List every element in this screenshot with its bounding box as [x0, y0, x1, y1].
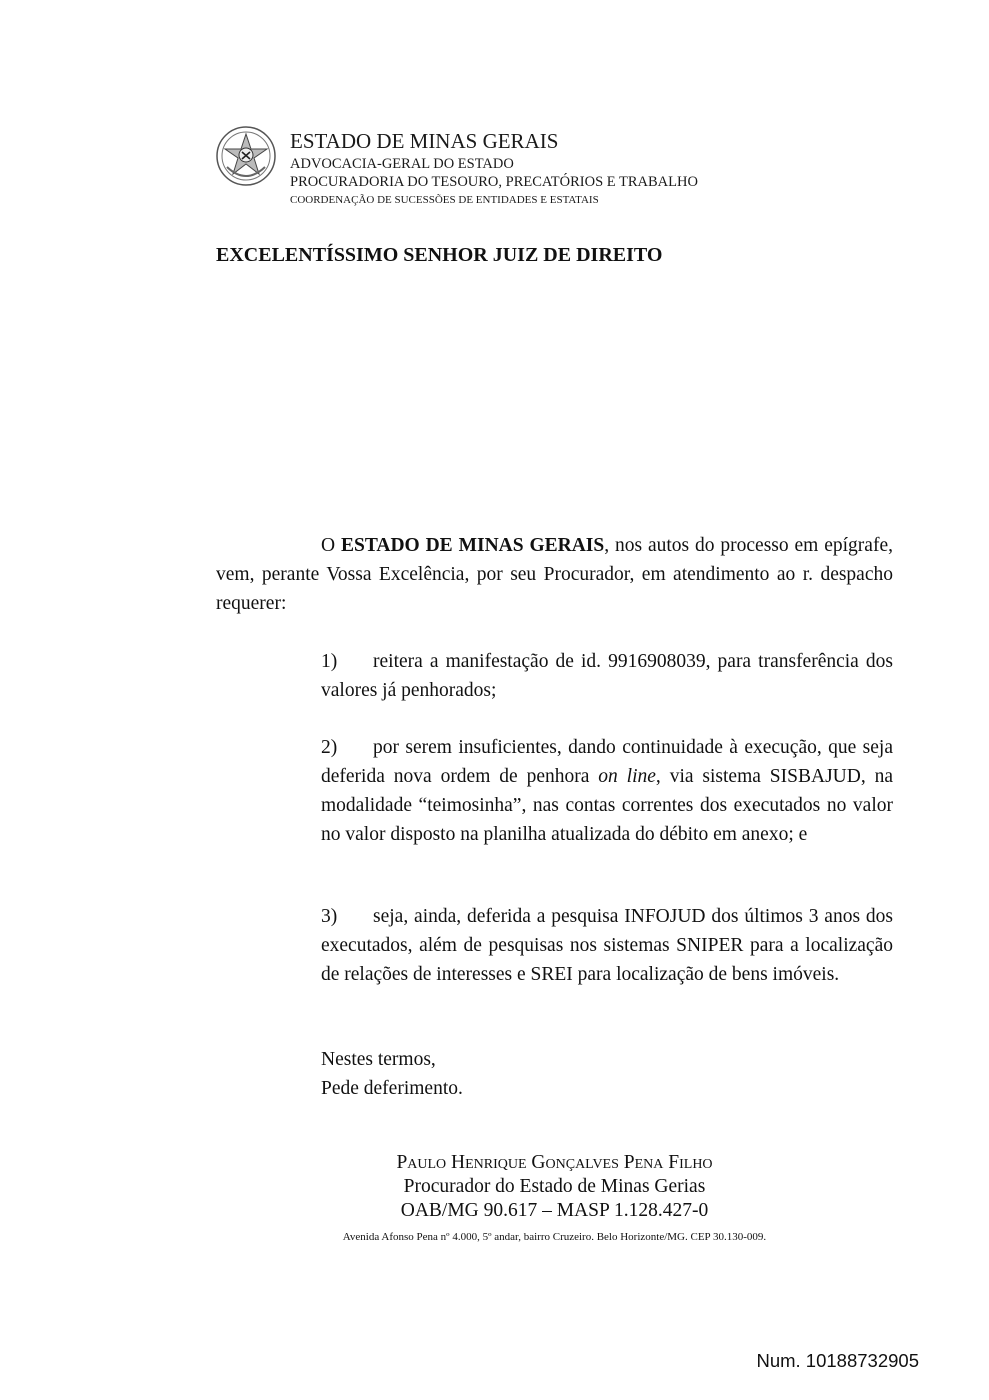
request-item-3 — [321, 902, 893, 989]
signature-name: Paulo Henrique Gonçalves Pena Filho — [396, 1152, 713, 1173]
header-division: COORDENAÇÃO DE SUCESSÕES DE ENTIDADES E ESTATAIS — [290, 194, 599, 206]
request-item-1 — [321, 647, 893, 705]
state-coat-of-arms-icon — [215, 125, 277, 187]
request-item-2 — [321, 733, 893, 849]
header-agency: ADVOCACIA-GERAL DO ESTADO — [290, 156, 514, 172]
closing-line-1: Nestes termos, — [321, 1049, 436, 1070]
intro-prefix: O — [321, 535, 341, 556]
request-number: 2) — [321, 737, 338, 758]
header-office: PROCURADORIA DO TESOURO, PRECATÓRIOS E TRABALHO — [290, 174, 698, 190]
closing — [321, 1045, 463, 1103]
header-state: ESTADO DE MINAS GERAIS — [290, 129, 559, 153]
request-text: reitera a manifestação de id. 9916908039, para transferência dos valores já penhorados; — [321, 651, 893, 701]
intro-paragraph — [216, 531, 893, 618]
signature-title: Procurador do Estado de Minas Gerias — [403, 1176, 706, 1197]
addressee: EXCELENTÍSSIMO SENHOR JUIZ DE DIREITO — [216, 244, 663, 266]
request-text: seja, ainda, deferida a pesquisa INFOJUD dos últimos 3 anos dos executados, além de pesquisas nos sistemas SNIPER para a localização de relações de interesses e SREI para localização de bens imóveis. — [321, 906, 893, 985]
document-number: Num. 10188732905 — [756, 1350, 919, 1371]
footer-address: Avenida Afonso Pena nº 4.000, 5º andar, bairro Cruzeiro. Belo Horizonte/MG. CEP 30.130-009. — [342, 1231, 767, 1243]
request-text-italic: on line — [598, 766, 656, 787]
request-number: 1) — [321, 651, 338, 672]
request-number: 3) — [321, 906, 338, 927]
request-text: por serem insuficientes, dando continuidade à execução, que seja deferida nova ordem de penhora — [321, 737, 893, 787]
intro-text: , nos autos do processo em epígrafe, vem, perante Vossa Excelência, por seu Procurador, em atendimento ao r. despacho requerer: — [216, 535, 893, 614]
request-text-continued: , via sistema SISBAJUD, na modalidade “teimosinha”, nas contas correntes dos executados no valor no valor disposto na planilha atualizada do débito em anexo; e — [321, 766, 893, 845]
closing-line-2: Pede deferimento. — [321, 1078, 463, 1099]
intro-party: ESTADO DE MINAS GERAIS — [340, 535, 605, 556]
signature-registration: OAB/MG 90.617 – MASP 1.128.427-0 — [400, 1200, 709, 1221]
